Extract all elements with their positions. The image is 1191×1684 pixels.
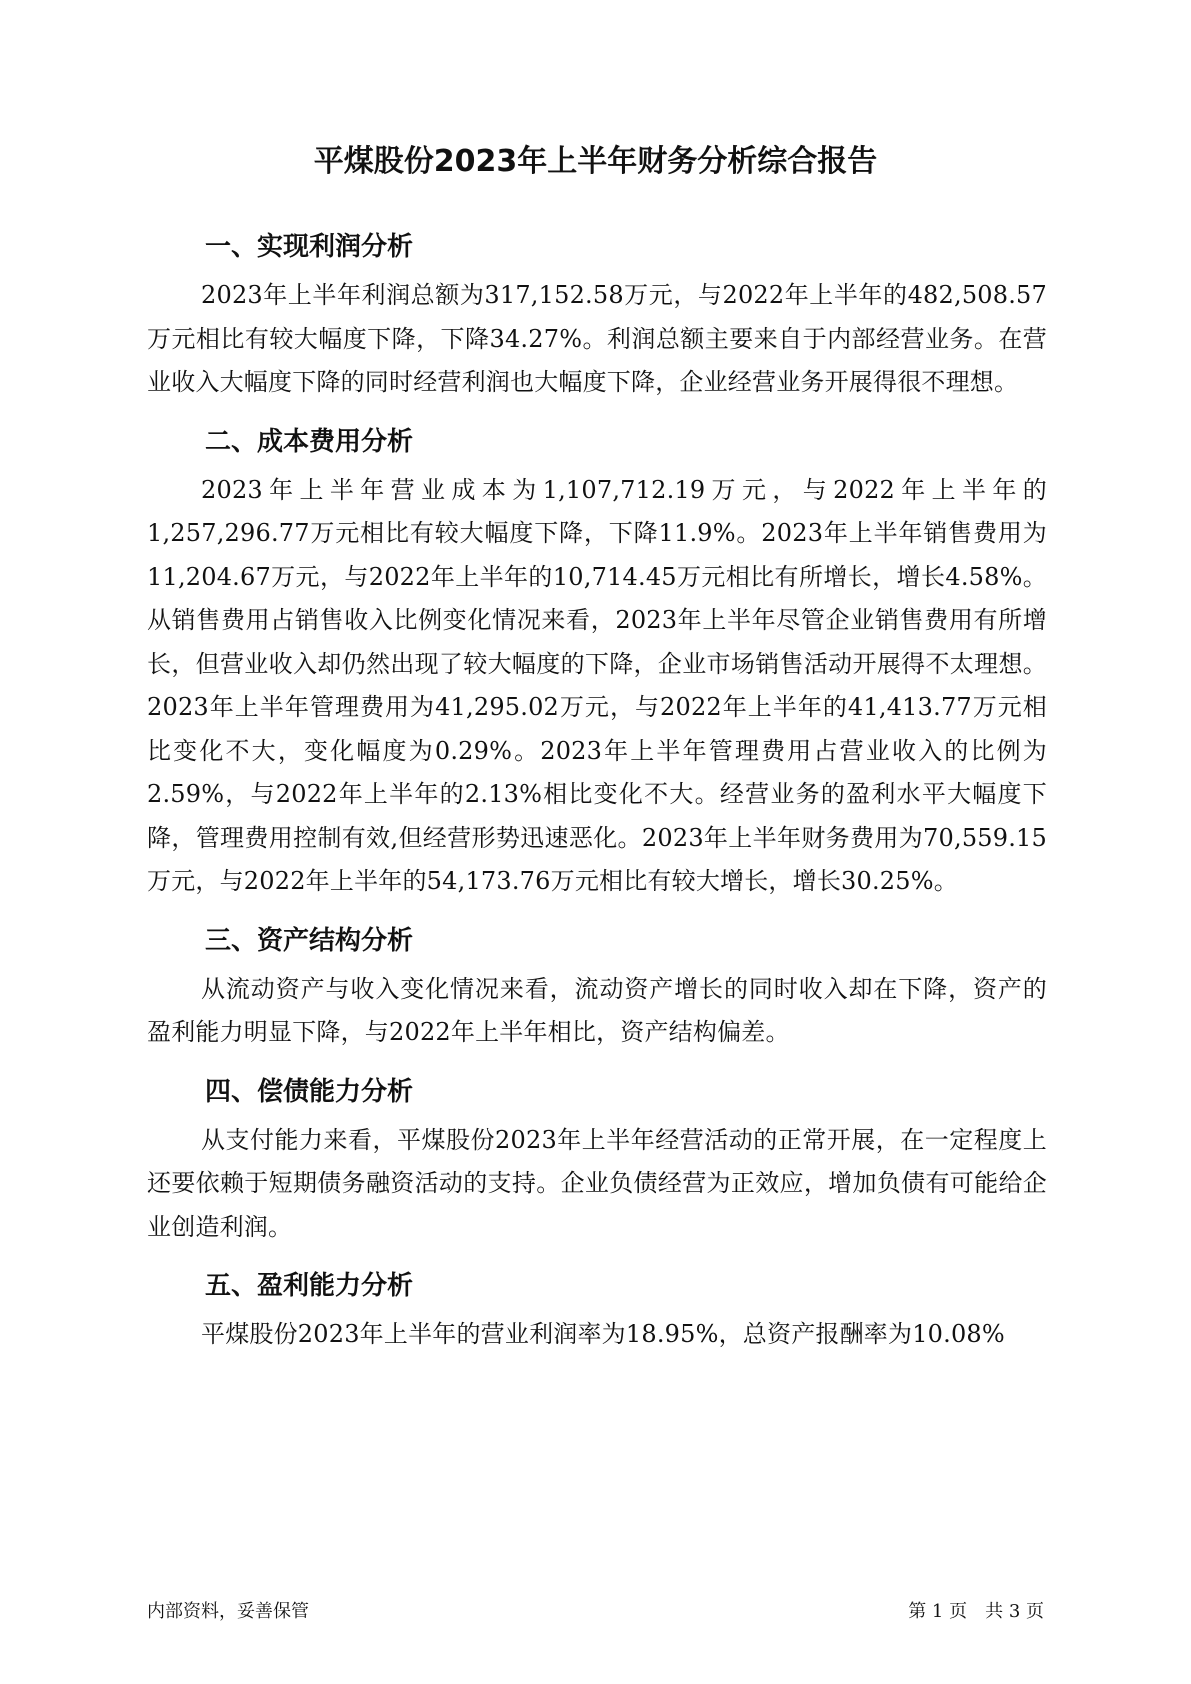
section-paragraph: 2023年上半年利润总额为317,152.58万元，与2022年上半年的482,508.57万元相比有较大幅度下降，下降34.27%。利润总额主要来自于内部经营业务。在营业收入大幅度下降的同时经营利润也大幅度下降，企业经营业务开展得很不理想。 [147, 281, 1047, 396]
section-heading: 三、资产结构分析 [205, 925, 414, 956]
section-paragraph: 平煤股份2023年上半年的营业利润率为18.95%，总资产报酬率为10.08% [201, 1320, 1005, 1348]
section-paragraph: 从支付能力来看，平煤股份2023年上半年经营活动的正常开展，在一定程度上还要依赖于短期债务融资活动的支持。企业负债经营为正效应，增加负债有可能给企业创造利润。 [147, 1125, 1047, 1241]
document-body [147, 220, 1047, 1367]
section-heading: 一、实现利润分析 [205, 232, 414, 262]
section-profitability [147, 1259, 1047, 1357]
section-heading: 二、成本费用分析 [205, 426, 414, 457]
section-solvency [147, 1065, 1047, 1250]
section-heading: 五、盈利能力分析 [205, 1271, 414, 1301]
section-heading: 四、偿债能力分析 [205, 1076, 414, 1107]
section-asset-structure [147, 914, 1047, 1055]
footer-confidential-note: 内部资料，妥善保管 [147, 1601, 309, 1622]
section-paragraph: 2023年上半年营业成本为1,107,712.19万元，与2022年上半年的1,257,296.77万元相比有较大幅度下降，下降11.9%。2023年上半年销售费用为11,204.67万元，与2022年上半年的10,714.45万元相比有所增长，增长4.58%。从销售费用占销售收入比例变化情况来看，2023年上半年尽管企业销售费用有所增长，但营业收入却仍然出现了较大幅度的下降，企业市场销售活动开展得不太理想。2023年上半年管理费用为41,295.02万元，与2022年上半年的41,413.77万元相比变化不大，变化幅度为0.29%。2023年上半年管理费用占营业收入的比例为2.59%，与2022年上半年的2.13%相比变化不大。经营业务的盈利水平大幅度下降，管理费用控制有效,但经营形势迅速恶化。2023年上半年财务费用为70,559.15万元，与2022年上半年的54,173.76万元相比有较大增长，增长30.25%。 [147, 475, 1047, 895]
section-cost [147, 415, 1047, 904]
footer-page-number: 第 1 页 共 3 页 [908, 1601, 1044, 1622]
document-title: 平煤股份2023年上半年财务分析综合报告 [313, 144, 878, 179]
section-profit [147, 220, 1047, 405]
section-paragraph: 从流动资产与收入变化情况来看，流动资产增长的同时收入却在下降，资产的盈利能力明显下降，与2022年上半年相比，资产结构偏差。 [147, 974, 1047, 1046]
